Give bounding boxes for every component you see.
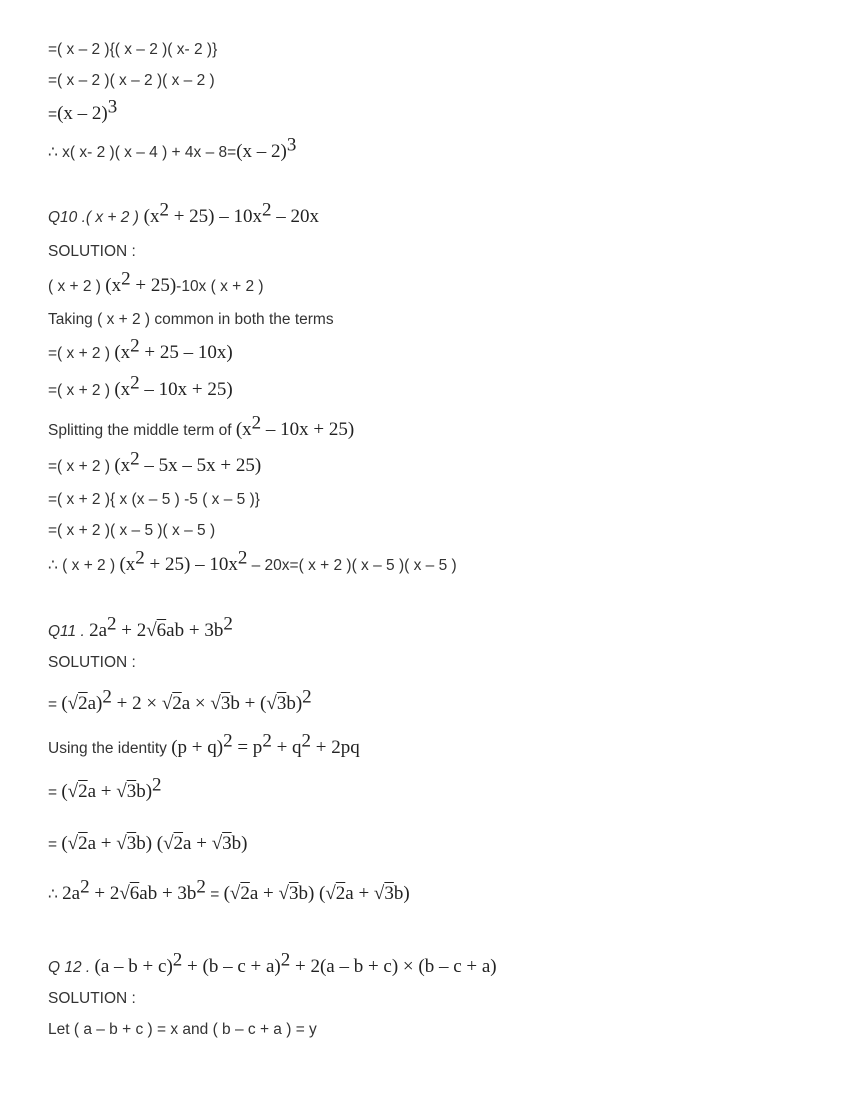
- conclusion-line: ∴ ( x + 2 ) $(x^2 + 25) - 10x^2 - 20x=$( x + 2 )( x – 5 )( x – 5 ): [48, 547, 457, 575]
- text-line: = $(√2a)^2 + 2 \times √2a \times √3b + (√3b)^2$: [48, 686, 312, 714]
- conclusion-line: ∴ $2a^2 + 2√6ab + 3b^2 = (√2a + √3b) (√2a + √3b)$: [48, 876, 410, 904]
- conclusion-line: ∴ x( x- 2 )( x – 4 ) + 4x – 8=(x – 2)$^3$: [48, 134, 297, 162]
- text-line: Splitting the middle term of $(x^2 - 10x + 25)$: [48, 412, 355, 440]
- text-line: =( x + 2 ) $(x^2 - 10x + 25)$: [48, 372, 233, 400]
- question-heading-q12: Q 12 . $(a - b + c)^2 + (b - c + a)^2 + 2(a - b + c) \times (b - c + a)$: [48, 949, 497, 977]
- text-line: =(x – 2)$^3$: [48, 96, 118, 124]
- text-line: =( x + 2 ) $(x^2 + 25 - 10x)$: [48, 335, 233, 363]
- text-line: = (√2a + √3b) (√2a + √3b): [48, 833, 248, 854]
- text-line: Using the identity $(p + q)^2 = p^2 + q^2 + 2pq$: [48, 730, 360, 758]
- solution-label: SOLUTION :: [48, 990, 136, 1007]
- text-line: ( x + 2 ) $(x^2 + 25)-10x$ ( x + 2 ): [48, 268, 264, 296]
- text-line: =( x + 2 ) $(x^2 - 5x - 5x + 25)$: [48, 448, 262, 476]
- text-line: Taking ( x + 2 ) common in both the terms: [48, 311, 334, 328]
- text-line: =( x – 2 )( x – 2 )( x – 2 ): [48, 72, 215, 89]
- text-line: =( x + 2 )( x – 5 )( x – 5 ): [48, 522, 216, 539]
- question-heading-q10: Q10 .( x + 2 ) $(x^2 + 25) - 10x^2 - 20x$: [48, 199, 320, 227]
- solution-label: SOLUTION :: [48, 654, 136, 671]
- text-line: Let ( a – b + c ) = x and ( b – c + a ) = y: [48, 1021, 317, 1038]
- text-line: = $(√2a + √3b)^2$: [48, 774, 162, 802]
- text-line: =( x + 2 ){ x (x – 5 ) -5 ( x – 5 )}: [48, 491, 260, 508]
- solution-label: SOLUTION :: [48, 243, 136, 260]
- text-line: =( x – 2 ){( x – 2 )( x- 2 )}: [48, 41, 218, 58]
- question-heading-q11: Q11 . $2a^2 + 2√6ab + 3b^2$: [48, 613, 233, 641]
